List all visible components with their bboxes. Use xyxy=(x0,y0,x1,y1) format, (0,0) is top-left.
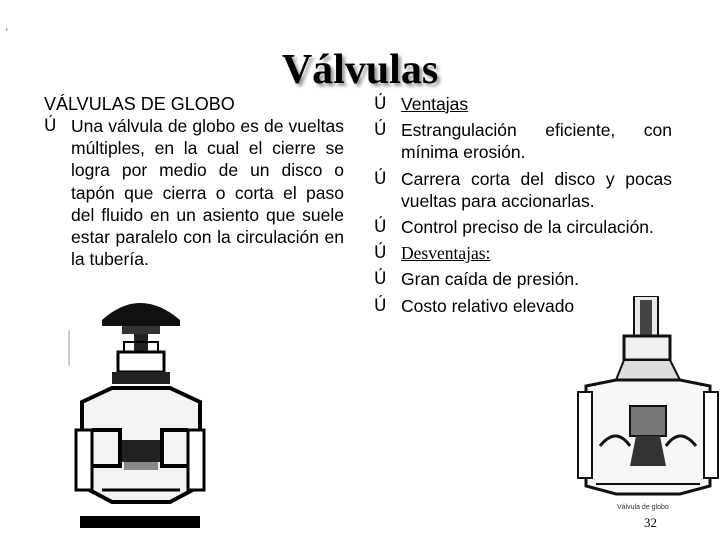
disadvantage-text: Gran caída de presión. xyxy=(401,269,580,290)
globe-valve-section-icon xyxy=(576,296,720,528)
disadvantage-text: Costo relativo elevado xyxy=(401,295,575,316)
handwheel-icon xyxy=(102,303,180,326)
page-number: 32 xyxy=(644,515,657,530)
list-item xyxy=(374,119,672,163)
bullet-icon: Ú xyxy=(374,120,387,141)
section-heading: VÁLVULAS DE GLOBO xyxy=(44,94,235,114)
advantages-heading: Ventajas xyxy=(401,94,469,114)
description-bullet xyxy=(44,115,344,270)
bullet-icon: Ú xyxy=(374,269,387,290)
right-column xyxy=(374,93,672,321)
bullet-icon: Ú xyxy=(374,295,387,316)
list-item xyxy=(374,168,672,212)
advantage-text: Control preciso de la circulación. xyxy=(401,217,654,238)
globe-valve-drawing-icon xyxy=(62,290,218,536)
bullet-icon: Ú xyxy=(374,94,387,114)
image-caption: Válvula de globo xyxy=(617,504,669,511)
advantage-text: Carrera corta del disco y pocas vueltas para accionarlas. xyxy=(401,168,672,211)
corner-mark: ' xyxy=(6,27,8,37)
list-item xyxy=(374,216,672,238)
list-item xyxy=(374,242,672,264)
bullet-icon: Ú xyxy=(374,168,387,189)
list-item xyxy=(374,268,672,290)
disadvantages-heading: Desventajas: xyxy=(401,243,491,264)
left-column xyxy=(44,93,344,270)
advantage-text: Estrangulación eficiente, con mínima erosión. xyxy=(401,120,672,163)
slide-title: Válvulas xyxy=(281,47,439,93)
description-text: Una válvula de globo es de vueltas múltiples, en la cual el cierre se logra por medio de un disco o tapón que cierra o corta el paso del fluido en un asiento que suele estar paralelo con la circulación en la tubería. xyxy=(71,116,344,270)
bullet-icon: Ú xyxy=(374,217,387,238)
bullet-icon: Ú xyxy=(44,116,57,136)
bullet-icon: Ú xyxy=(374,243,387,264)
list-item xyxy=(374,93,672,115)
